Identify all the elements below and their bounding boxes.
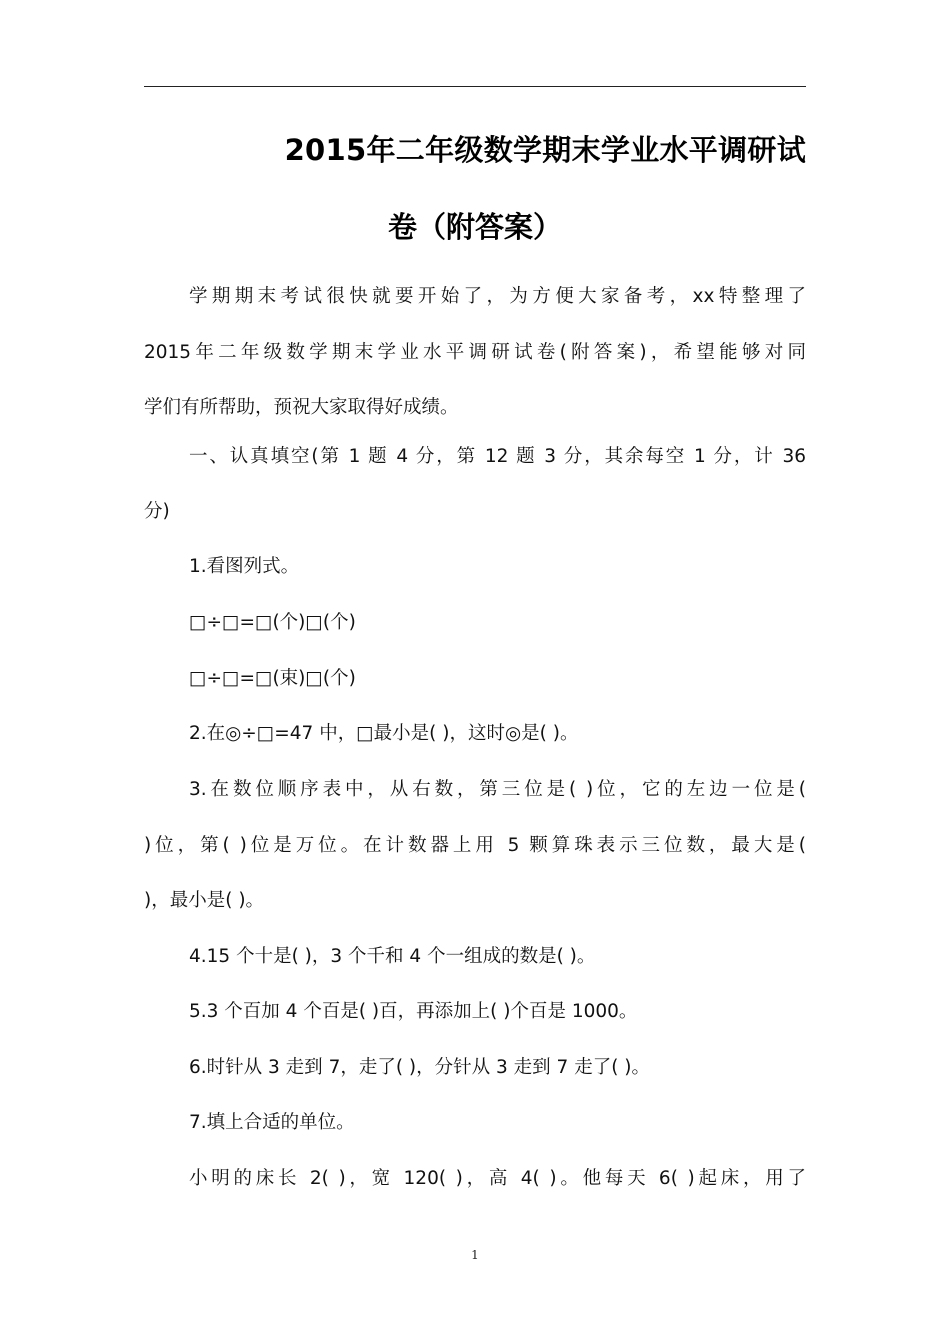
question-1: 1.看图列式。 [189, 556, 300, 577]
question-5: 5.3 个百加 4 个百是( )百，再添加上( )个百是 1000。 [189, 1001, 638, 1022]
question-3-line-1: 3.在数位顺序表中，从右数，第三位是( )位，它的左边一位是( [189, 779, 806, 800]
page-number: 1 [471, 1248, 479, 1262]
question-3-line-3: )，最小是( )。 [144, 890, 265, 911]
document-title-line-1: 2015年二年级数学期末学业水平调研试 [284, 133, 806, 167]
question-7: 7.填上合适的单位。 [189, 1112, 355, 1133]
intro-line-2: 2015年二年级数学期末学业水平调研试卷(附答案)，希望能够对同 [144, 342, 806, 363]
document-title-line-2: 卷（附答案） [387, 210, 562, 244]
intro-line-1: 学期期末考试很快就要开始了，为方便大家备考，xx特整理了 [189, 286, 806, 307]
question-1-formula-a: □÷□=□(个)□(个) [189, 612, 356, 633]
section-heading-line-2: 分) [144, 501, 170, 522]
question-1-formula-b: □÷□=□(束)□(个) [189, 668, 356, 689]
question-4: 4.15 个十是( )，3 个千和 4 个一组成的数是( )。 [189, 946, 596, 967]
header-rule [144, 86, 806, 87]
question-7-text: 小明的床长 2( )，宽 120( )，高 4( )。他每天 6( )起床，用了 [189, 1168, 806, 1189]
section-heading-line-1: 一、认真填空(第 1 题 4 分，第 12 题 3 分，其余每空 1 分，计 36 [189, 446, 806, 467]
question-2: 2.在◎÷□=47 中，□最小是( )，这时◎是( )。 [189, 723, 579, 744]
question-3-line-2: )位，第( )位是万位。在计数器上用 5 颗算珠表示三位数，最大是( [144, 835, 806, 856]
question-6: 6.时针从 3 走到 7，走了( )，分针从 3 走到 7 走了( )。 [189, 1057, 651, 1078]
intro-line-3: 学们有所帮助，预祝大家取得好成绩。 [144, 397, 459, 418]
